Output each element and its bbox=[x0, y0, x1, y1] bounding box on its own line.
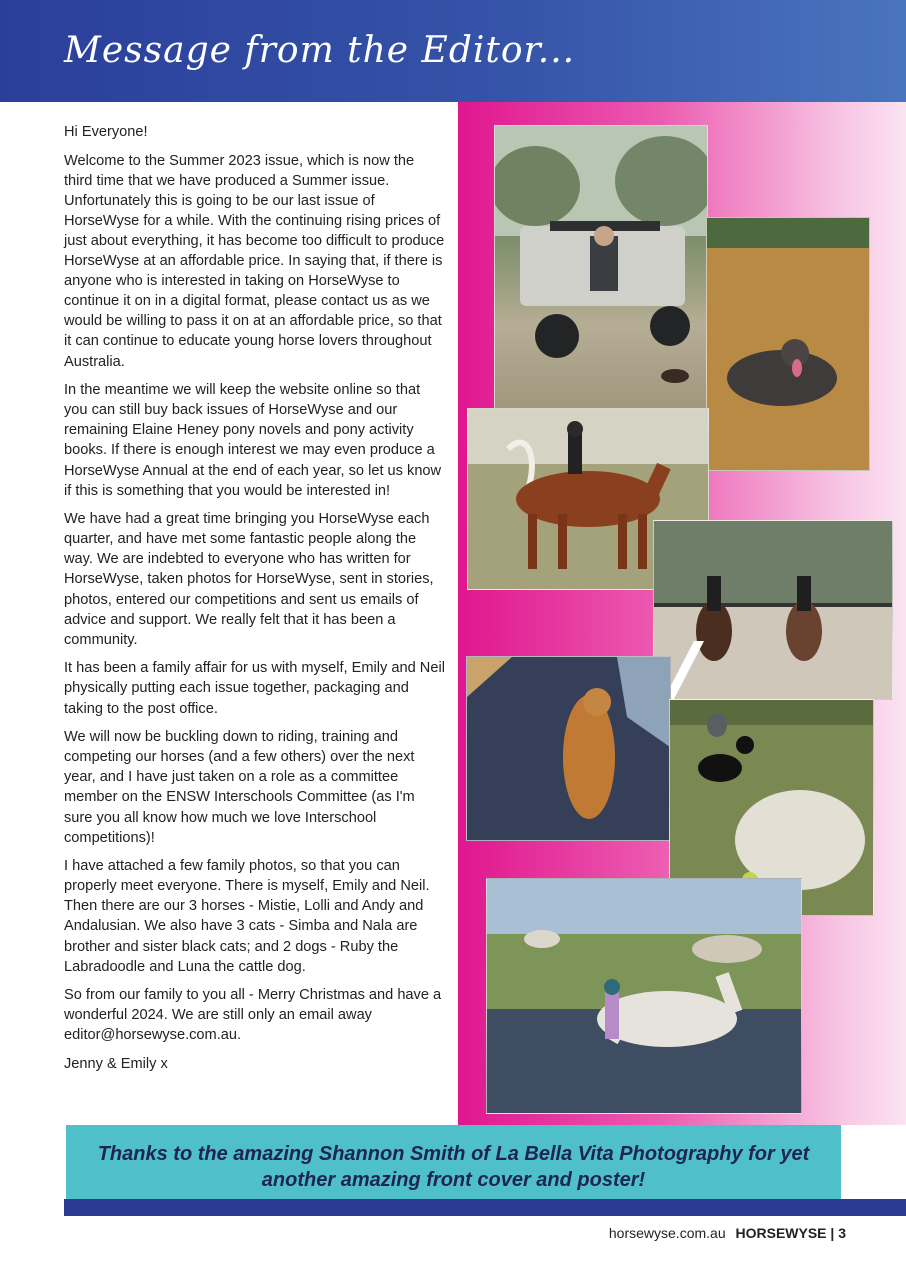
page-footer bbox=[609, 1225, 846, 1241]
signature: Jenny & Emily x bbox=[64, 1056, 168, 1073]
page-title: Message from the Editor... bbox=[64, 30, 576, 71]
paragraph-plans: We will now be buckling down to riding, training and competing our horses (and a few others) over the next year, and I have just taken on a role as a committee member on the ENSW Interschools Committee (as I'm sure you all know how much we love Interschool competitions)! bbox=[64, 729, 415, 846]
paragraph-intro: Welcome to the Summer 2023 issue, which is now the third time that we have produced a Summer issue. Unfortunately this is going to be our last issue of HorseWyse for a while. With the continuing rising prices of just about everything, it has become too difficult to produce HorseWyse at an affordable price. In saying that, if there is anyone who is interested in taking on HorseWyse to continue it on in a digital format, please contact us as we would be willing to pass it on at an affordable price, so that it can continue to educate young horse lovers throughout Australia. bbox=[64, 152, 445, 370]
photo-dog-in-dam bbox=[706, 217, 870, 471]
footer-brand-page-number: HORSEWYSE | 3 bbox=[735, 1225, 846, 1241]
editor-letter bbox=[64, 122, 446, 1083]
paragraph-family: It has been a family affair for us with myself, Emily and Neil physically putting each issue together, packaging and taking to the post office. bbox=[64, 660, 445, 717]
greeting: Hi Everyone! bbox=[64, 124, 148, 140]
credit-line-1: Thanks to the amazing Shannon Smith of La Bella Vita Photography for yet bbox=[97, 1143, 810, 1165]
paragraph-thanks: We have had a great time bringing you HorseWyse each quarter, and have met some fantastic people along the way. We are indebted to everyone who has written for HorseWyse, taken photos for HorseWyse, sent in stories, photos, entered our competitions and sent us emails of advice and support. We really felt that it has been a community. bbox=[64, 511, 434, 648]
photo-buggy bbox=[494, 125, 708, 410]
footer-bar bbox=[64, 1199, 906, 1216]
photo-dressage-arena bbox=[653, 520, 893, 700]
credit-line-2: another amazing front cover and poster! bbox=[261, 1169, 646, 1191]
photo-girl-grey-horse-water bbox=[486, 878, 802, 1114]
footer-website: horsewyse.com.au bbox=[608, 1225, 726, 1241]
header-banner bbox=[0, 0, 906, 102]
paragraph-photos: I have attached a few family photos, so that you can properly meet everyone. There is myself, Emily and Neil. Then there are our 3 horses - Mistie, Lolli and Andy and Andalusian. We also have 3 cats - Simba and Nala are brother and sister black cats; and 2 dogs - Ruby the Labradoodle and Luna the cattle dog. bbox=[64, 858, 430, 975]
photography-credit-banner bbox=[66, 1125, 841, 1199]
paragraph-website: In the meantime we will keep the website online so that you can still buy back issues of HorseWyse and our remaining Elaine Heney pony novels and pony activity books. If there is enough interest we may even produce a HorseWyse Annual at the end of each year, so let us know if this is something that you would be interested in! bbox=[64, 382, 442, 499]
paragraph-closing: So from our family to you all - Merry Christmas and have a wonderful 2024. We are still only an email away editor@horsewyse.com.au. bbox=[64, 987, 442, 1044]
photo-ginger-cat bbox=[466, 656, 671, 841]
